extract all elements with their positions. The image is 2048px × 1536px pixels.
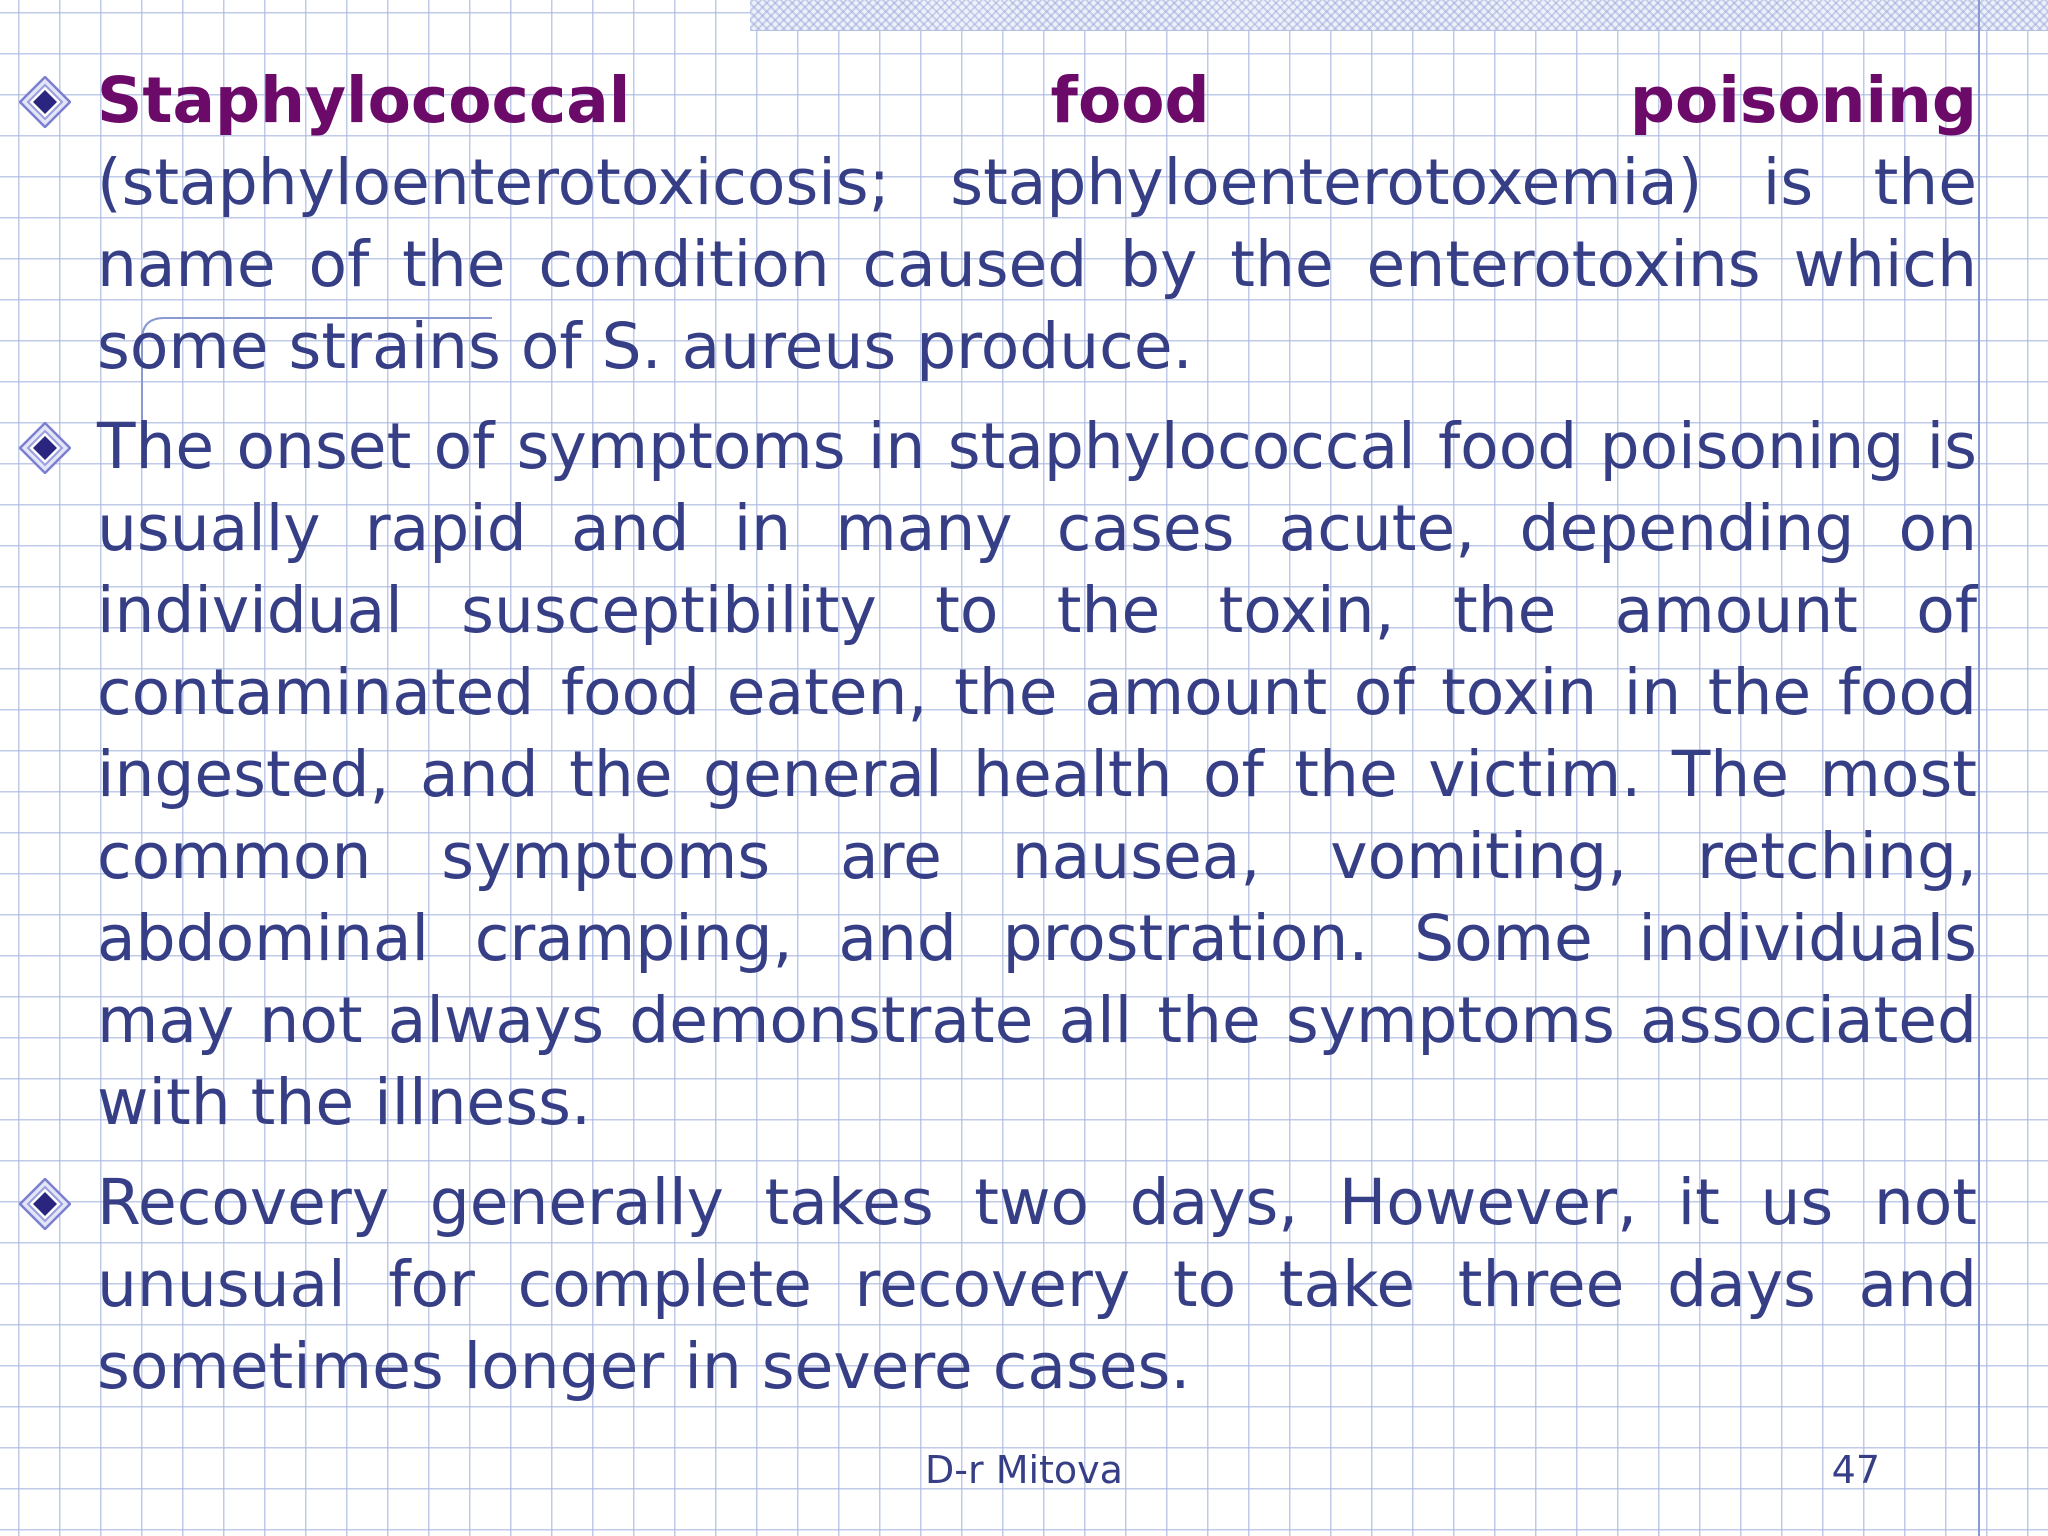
diamond-bullet-icon <box>19 1178 71 1230</box>
bullet-symptoms-text: The onset of symptoms in staphylococcal food poisoning is usually rapid and in many cases acute, depending on individual susceptibility to the toxin, the amount of contaminated food eaten, the amount of toxin in the food ingested, and the general health of the victim. The most common symptoms are nausea, vomiting, retching, abdominal cramping, and prostration. Some individuals may not always demonstrate all the symptoms associated with the illness. <box>97 410 1977 1139</box>
diamond-bullet-icon <box>19 422 71 474</box>
footer-author: D-r Mitova <box>925 1448 1123 1492</box>
bullet-symptoms <box>97 406 1977 1144</box>
top-decorative-band <box>750 0 2048 30</box>
bullet-definition-text: (staphyloenterotoxicosis; staphyloenterotoxemia) is the name of the condition caused by the enterotoxins which some strains of S. aureus produce. <box>97 146 1977 383</box>
diamond-bullet-icon <box>19 76 71 128</box>
top-rule-line <box>750 30 2048 31</box>
bullet-recovery-text: Recovery generally takes two days, However, it us not unusual for complete recovery to take three days and sometimes longer in severe cases. <box>97 1166 1977 1403</box>
slide-content <box>0 60 2048 1426</box>
term-staphylococcal-food-poisoning: Staphylococcal food poisoning <box>97 64 1977 137</box>
bullet-recovery <box>97 1162 1977 1408</box>
slide-page-number: 47 <box>1831 1448 1880 1492</box>
bullet-definition <box>97 60 1977 388</box>
